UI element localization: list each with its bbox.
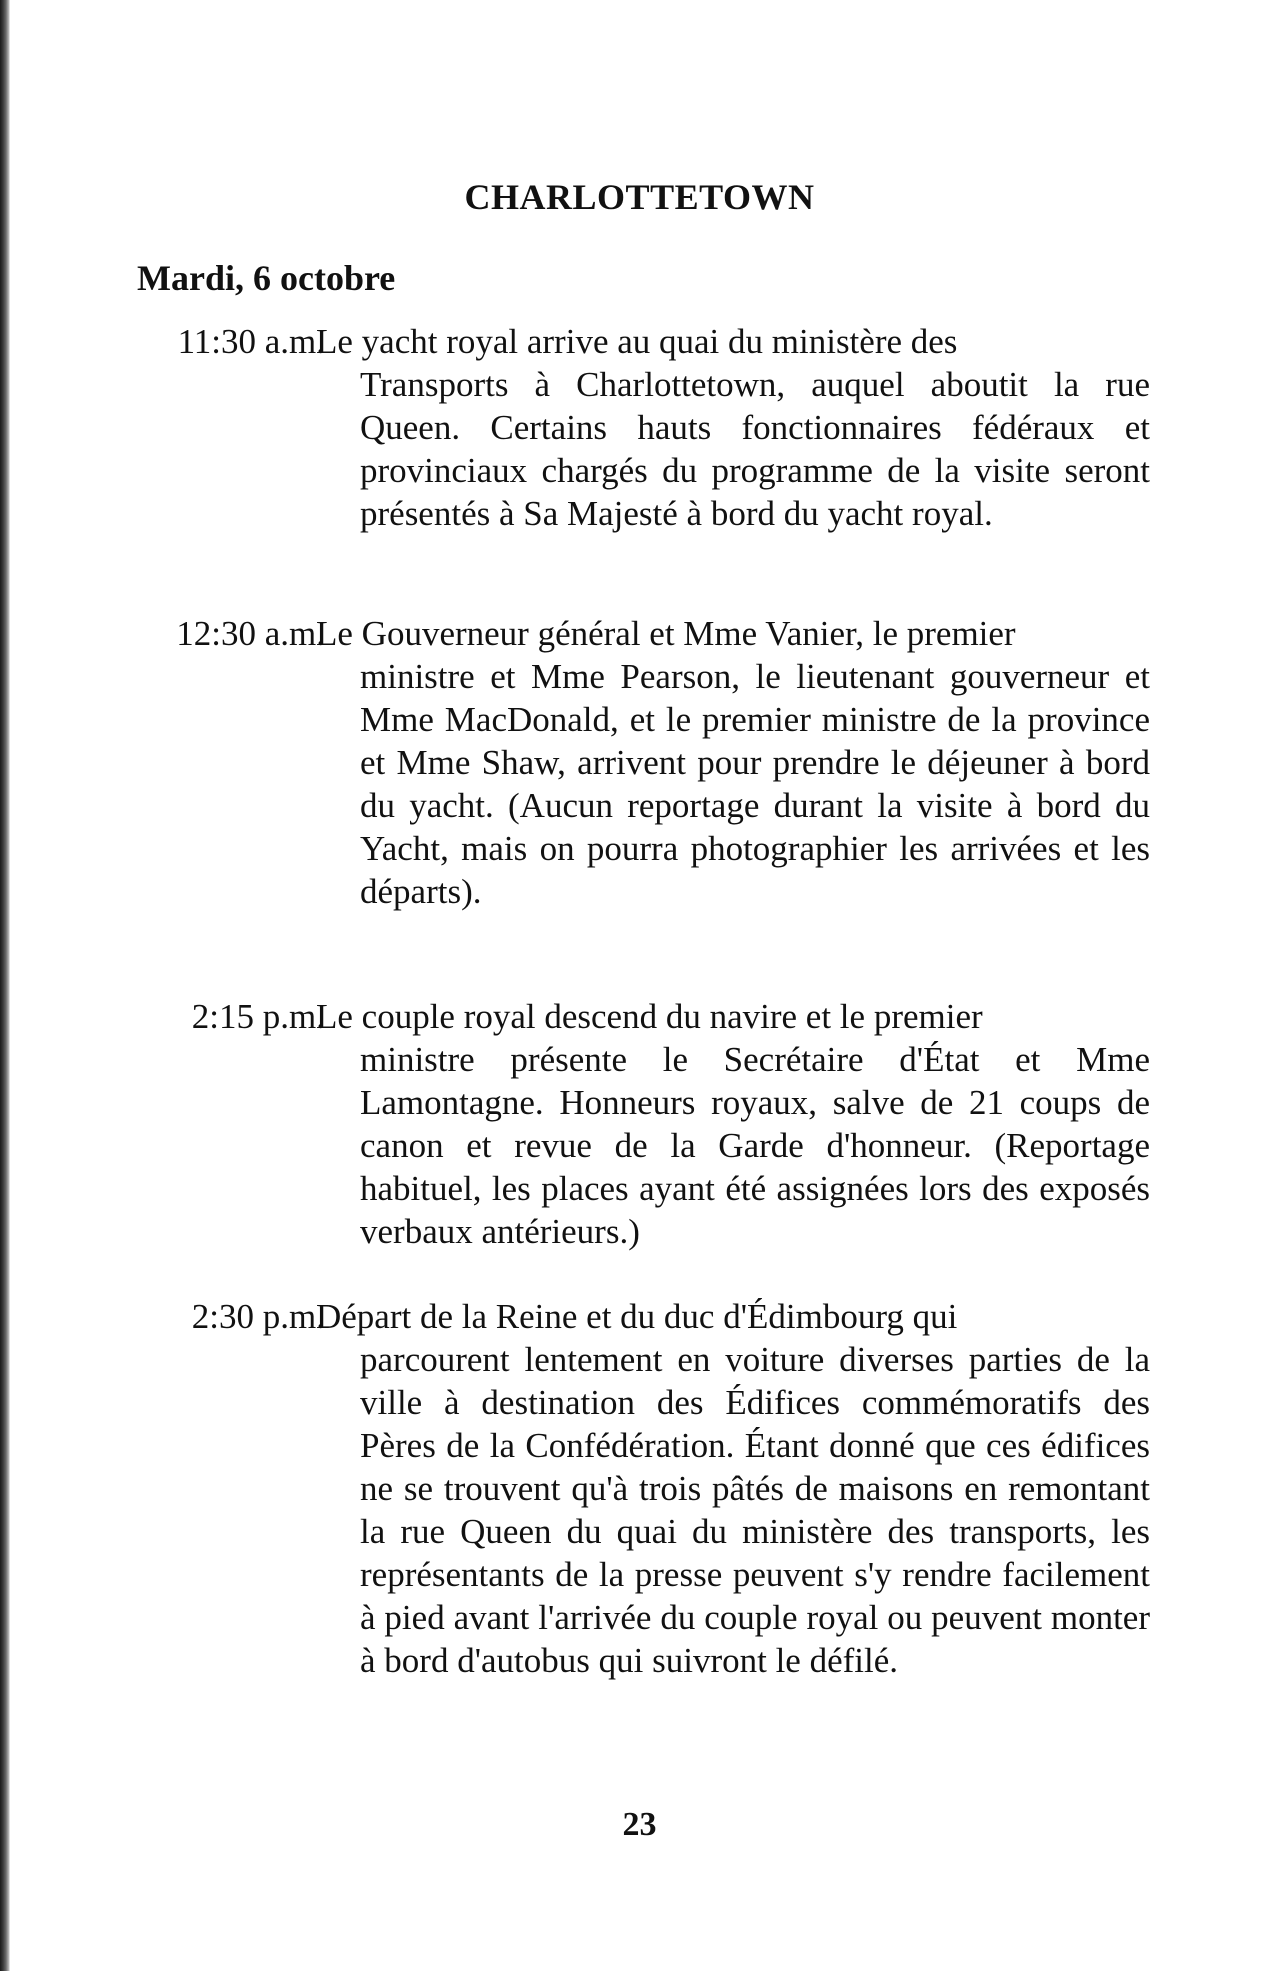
page-number: 23 [622,1806,657,1843]
entry-description [316,612,1150,913]
entry-description-lead: Le couple royal descend du navire et le premier [316,997,983,1036]
page-title: CHARLOTTETOWN [464,177,815,217]
entry-description [316,320,1150,535]
entry-time: 2:15 p.m. [191,997,325,1036]
entry-description-lead: Le yacht royal arrive au quai du ministère des [316,322,958,361]
date-heading: Mardi, 6 octobre [137,258,396,298]
entry-time: 11:30 a.m. [177,322,325,361]
entry-description-body: Transports à Charlottetown, auquel aboutit la rue Queen. Certains hauts fonctionnaires fédéraux et provinciaux chargés du programme de la visite seront présentés à Sa Majesté à bord du yacht royal. [360,365,1150,533]
entry-description-body: parcourent lentement en voiture diverses parties de la ville à destination des Édifices commémoratifs des Pères de la Confédération. Étant donné que ces édifices ne se trouvent qu'à trois pâtés de maisons en remontant la rue Queen du quai du ministère des transports, les représentants de la presse peuvent s'y rendre facilement à pied avant l'arrivée du couple royal ou peuvent monter à bord d'autobus qui suivront le défilé. [360,1340,1150,1680]
page-binding-edge [0,0,10,1971]
entry-description-body: ministre présente le Secrétaire d'État et Mme Lamontagne. Honneurs royaux, salve de 21 coups de canon et revue de la Garde d'honneur. (Reportage habituel, les places ayant été assignées lors des exposés verbaux antérieurs.) [360,1040,1150,1251]
entry-description [316,1295,1150,1682]
entry-time: 12:30 a.m. [176,614,325,653]
entry-description-lead: Départ de la Reine et du duc d'Édimbourg qui [316,1297,958,1336]
entry-description-lead: Le Gouverneur général et Mme Vanier, le premier [316,614,1016,653]
entry-description-body: ministre et Mme Pearson, le lieutenant gouverneur et Mme MacDonald, et le premier ministre de la province et Mme Shaw, arrivent pour prendre le déjeuner à bord du yacht. (Aucun reportage durant la visite à bord du Yacht, mais on pourra photographier les arrivées et les départs). [360,657,1150,911]
entry-time: 2:30 p.m. [191,1297,325,1336]
entry-description [316,995,1150,1253]
